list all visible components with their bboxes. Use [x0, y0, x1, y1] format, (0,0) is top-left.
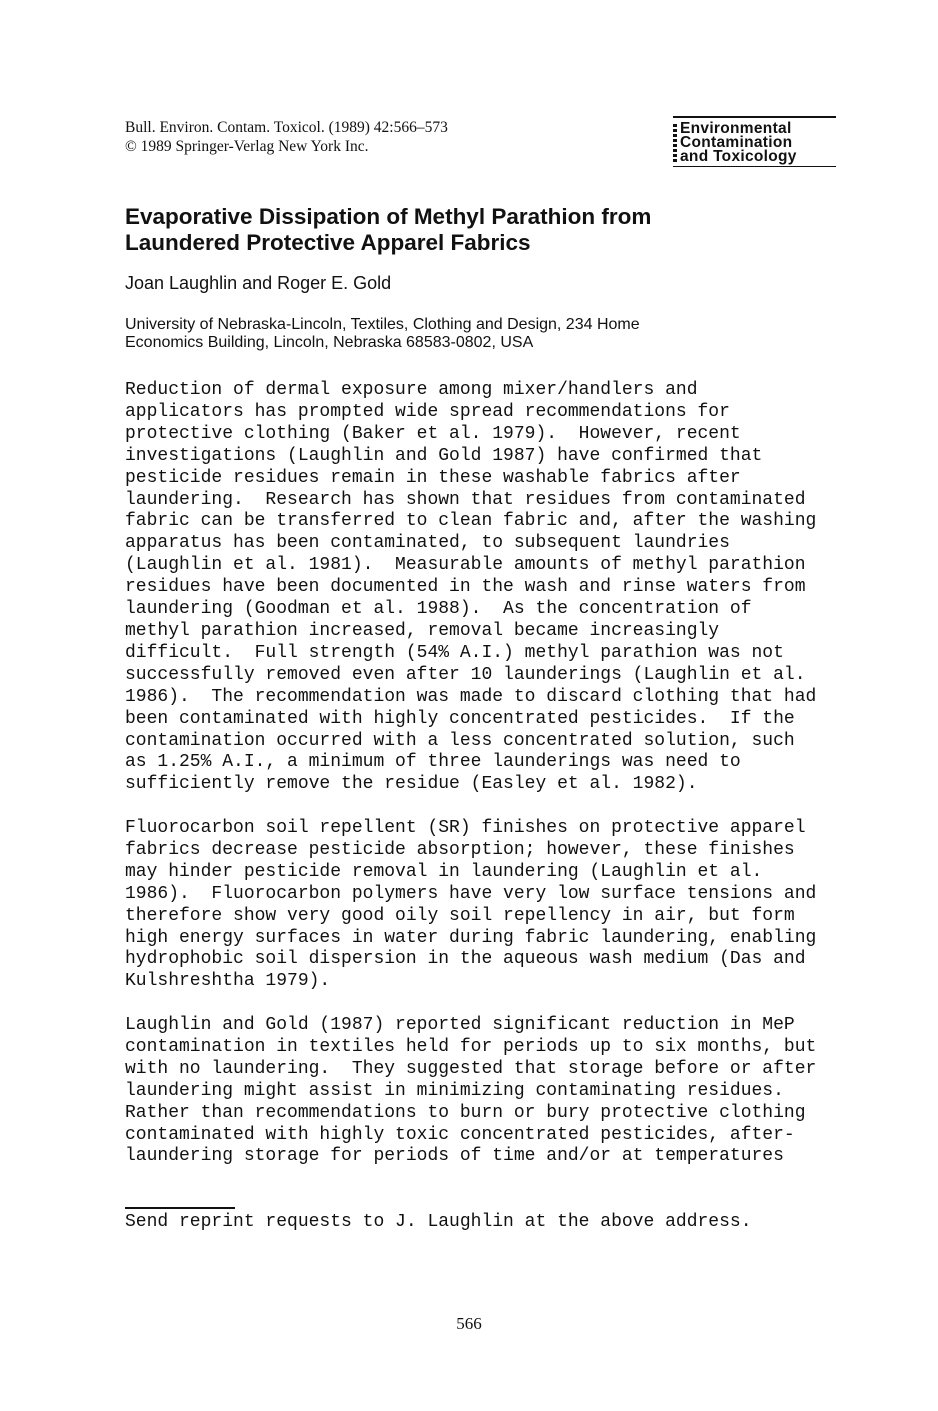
body-line: may hinder pesticide removal in laundering (Laughlin et al.	[125, 861, 763, 882]
body-line: pesticide residues remain in these washable fabrics after	[125, 467, 741, 488]
footnote: Send reprint requests to J. Laughlin at the above address.	[125, 1212, 752, 1232]
body-line: Fluorocarbon soil repellent (SR) finishes on protective apparel	[125, 818, 806, 838]
footnote-rule	[125, 1207, 235, 1209]
body-line: contamination occurred with a less concentrated solution, such	[125, 730, 795, 751]
body-line: with no laundering. They suggested that storage before or after	[125, 1058, 817, 1079]
logo-line: Contamination	[680, 133, 793, 151]
body-line: high energy surfaces in water during fabric laundering, enabling	[125, 927, 817, 948]
paragraph-1	[125, 380, 845, 796]
body-line: apparatus has been contaminated, to subsequent laundries	[125, 533, 730, 554]
citation-line: Bull. Environ. Contam. Toxicol. (1989) 42:566–573	[125, 119, 448, 136]
article-title	[125, 204, 825, 256]
authors: Joan Laughlin and Roger E. Gold	[125, 273, 392, 293]
affiliation-line: University of Nebraska-Lincoln, Textiles, Clothing and Design, 234 Home	[125, 316, 640, 333]
logo-side-mark	[673, 124, 677, 162]
body-line: contaminated with highly toxic concentrated pesticides, after-	[125, 1124, 795, 1145]
logo-bottom-rule	[673, 166, 836, 168]
body-line: investigations (Laughlin and Gold 1987) have confirmed that	[125, 445, 763, 466]
body-line: therefore show very good oily soil repellency in air, but form	[125, 905, 795, 926]
body-line: applicators has prompted wide spread recommendations for	[125, 401, 730, 422]
logo-line: and Toxicology	[680, 147, 797, 165]
journal-logo	[673, 116, 836, 167]
body-line: 1986). The recommendation was made to discard clothing that had	[125, 686, 817, 707]
copyright-line: © 1989 Springer-Verlag New York Inc.	[125, 138, 369, 155]
body-line: difficult. Full strength (54% A.I.) methyl parathion was not	[125, 642, 784, 663]
body-line: laundering storage for periods of time and/or at temperatures	[125, 1146, 784, 1167]
body-line: fabric can be transferred to clean fabric and, after the washing	[125, 511, 817, 532]
body-line: Rather than recommendations to burn or bury protective clothing	[125, 1102, 806, 1123]
body-line: been contaminated with highly concentrated pesticides. If the	[125, 708, 795, 729]
affiliation-line: Economics Building, Lincoln, Nebraska 68583-0802, USA	[125, 334, 534, 351]
body-line: fabrics decrease pesticide absorption; however, these finishes	[125, 839, 795, 860]
body-line: hydrophobic soil dispersion in the aqueous wash medium (Das and	[125, 949, 806, 970]
body-line: as 1.25% A.I., a minimum of three launderings was need to	[125, 752, 741, 773]
paragraph-2	[125, 818, 845, 993]
body-line: residues have been documented in the wash and rinse waters from	[125, 577, 806, 598]
body-line: Kulshreshtha 1979).	[125, 971, 331, 992]
body-line: Laughlin and Gold (1987) reported significant reduction in MeP	[125, 1015, 795, 1035]
logo-line: Environmental	[680, 119, 792, 137]
page-number: 566	[456, 1314, 482, 1333]
body-line: 1986). Fluorocarbon polymers have very low surface tensions and	[125, 883, 817, 904]
body-line: protective clothing (Baker et al. 1979). However, recent	[125, 423, 741, 444]
journal-citation	[125, 118, 448, 156]
body-line: contamination in textiles held for periods up to six months, but	[125, 1036, 817, 1057]
body-line: laundering (Goodman et al. 1988). As the concentration of	[125, 599, 752, 620]
body-line: laundering. Research has shown that residues from contaminated	[125, 489, 806, 510]
body-line: (Laughlin et al. 1981). Measurable amounts of methyl parathion	[125, 555, 806, 576]
body-line: successfully removed even after 10 launderings (Laughlin et al.	[125, 664, 806, 685]
title-line: Laundered Protective Apparel Fabrics	[125, 230, 531, 255]
body-line: Reduction of dermal exposure among mixer/handlers and	[125, 380, 698, 400]
title-line: Evaporative Dissipation of Methyl Parathion from	[125, 204, 652, 229]
paragraph-3	[125, 1015, 845, 1168]
body-line: sufficiently remove the residue (Easley et al. 1982).	[125, 774, 698, 795]
affiliation	[125, 316, 845, 352]
body-line: methyl parathion increased, removal became increasingly	[125, 620, 720, 641]
body-line: laundering might assist in minimizing contaminating residues.	[125, 1080, 784, 1101]
